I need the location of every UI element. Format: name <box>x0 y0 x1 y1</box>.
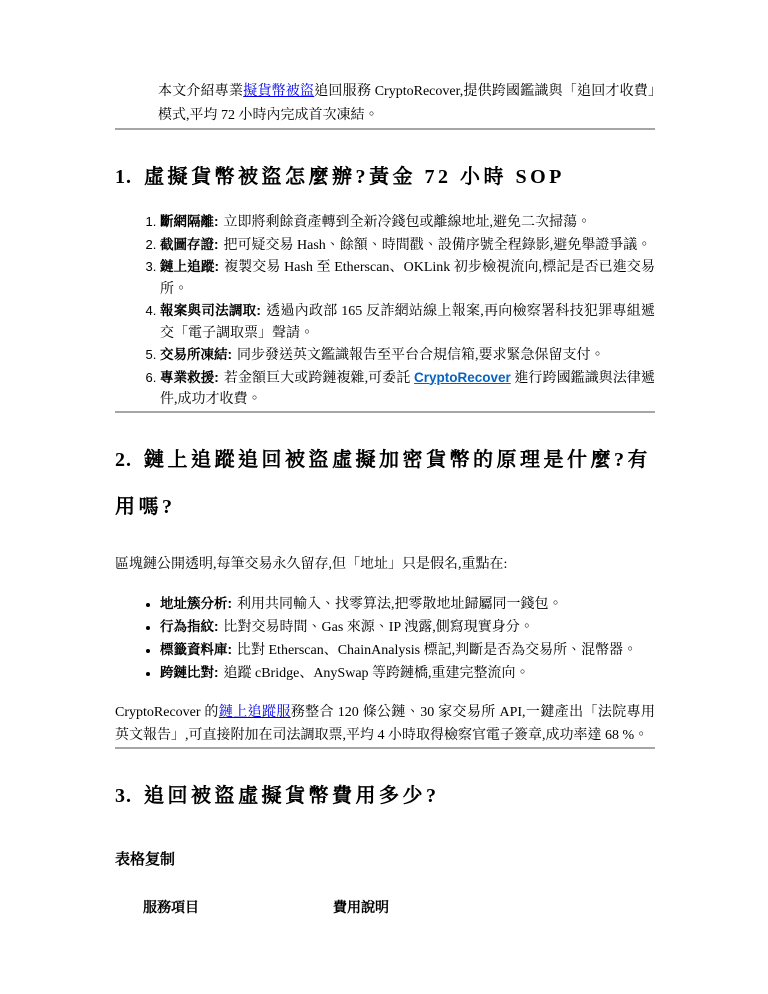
closing-text-post: 務整合 120 條公鏈、30 家交易所 API,一鍵產出「法院專用英文報告」,可直接附加在司法調取票,平均 4 小時取得檢察官電子簽章,成功率達 68 %。 <box>115 704 656 743</box>
sop-item-3-label: 鏈上追蹤: <box>160 259 219 274</box>
principle-item-3 <box>160 639 655 662</box>
pricing-table <box>133 897 633 917</box>
principle-item-1 <box>160 593 655 616</box>
sop-item-4 <box>160 300 655 344</box>
principle-item-2-text: 比對交易時間、Gas 來源、IP 洩露,側寫現實身分。 <box>223 619 534 635</box>
intro-text-post: 追回服務 CryptoRecover,提供跨國鑑識與「追回才收費」模式,平均 72 小時內完成首次凍結。 <box>158 84 655 123</box>
section-2-heading <box>115 437 655 531</box>
section-1-heading <box>115 154 655 201</box>
principle-item-1-label: 地址簇分析: <box>160 595 232 611</box>
closing-text-pre: CryptoRecover 的 <box>115 704 219 720</box>
section-2-closing-paragraph <box>115 701 655 747</box>
sop-item-1-text: 立即將剩餘資產轉到全新冷錢包或離線地址,避免二次掃蕩。 <box>223 215 591 230</box>
section-1-title: 虛擬貨幣被盜怎麼辦?黃金 72 小時 SOP <box>144 166 565 188</box>
sop-item-5-text: 同步發送英文鑑識報告至平台合規信箱,要求緊急保留支付。 <box>237 348 605 363</box>
sop-item-5 <box>160 344 655 367</box>
pricing-table-header-row <box>133 897 633 917</box>
section-divider <box>115 411 655 413</box>
intro-paragraph <box>158 80 655 128</box>
section-1-number: 1. <box>115 166 132 188</box>
principle-item-4-label: 跨鏈比對: <box>160 664 219 680</box>
sop-item-1-label: 斷網隔離: <box>160 214 219 229</box>
sop-list <box>115 211 655 411</box>
section-2-lead-paragraph: 區塊鏈公開透明,每筆交易永久留存,但「地址」只是假名,重點在: <box>115 556 508 572</box>
stolen-crypto-link[interactable]: 擬貨幣被盜 <box>243 84 315 99</box>
section-2-title: 鏈上追蹤追回被盜虛擬加密貨幣的原理是什麼?有用嗎? <box>115 448 651 518</box>
principle-item-1-text: 利用共同輸入、找零算法,把零散地址歸屬同一錢包。 <box>237 596 563 612</box>
intro-text-pre: 本文介紹專業 <box>158 84 244 99</box>
section-2-number: 2. <box>115 448 132 471</box>
cryptorecover-link[interactable]: CryptoRecover <box>413 369 511 385</box>
principle-item-4-text: 追蹤 cBridge、AnySwap 等跨鏈橋,重建完整流向。 <box>223 665 530 681</box>
principle-item-2-label: 行為指紋: <box>160 618 219 634</box>
sop-item-4-label: 報案與司法調取: <box>160 303 261 318</box>
section-divider <box>115 128 655 130</box>
document-page <box>115 0 655 917</box>
sop-item-6-text-pre: 若金額巨大或跨鏈複雜,可委託 <box>223 370 411 386</box>
section-divider <box>115 747 655 749</box>
section-3-title: 追回被盜虛擬貨幣費用多少? <box>144 784 440 807</box>
section-3-number: 3. <box>115 784 132 807</box>
sop-item-6-text-post: 進行跨國鑑識與法律遞件,成功才收費。 <box>160 370 656 407</box>
principle-item-3-text: 比對 Etherscan、ChainAnalysis 標記,判斷是否為交易所、混幣器。 <box>237 642 638 658</box>
sop-item-5-label: 交易所凍結: <box>160 347 232 362</box>
sop-item-4-text: 透過內政部 165 反詐網站線上報案,再向檢察署科技犯罪專組遞交「電子調取票」聲請。 <box>160 304 656 341</box>
section-3-heading <box>115 773 655 820</box>
sop-item-2-text: 把可疑交易 Hash、餘額、時間戳、設備序號全程錄影,避免舉證爭議。 <box>223 237 652 253</box>
sop-item-6 <box>160 367 655 411</box>
principle-list <box>115 593 655 685</box>
table-copy-label: 表格复制 <box>115 850 176 868</box>
principle-item-3-label: 標籤資料庫: <box>160 641 232 657</box>
onchain-tracking-link[interactable]: 鏈上追蹤服 <box>218 704 291 720</box>
column-header-fee: 費用說明 <box>333 898 389 915</box>
sop-item-2 <box>160 234 655 257</box>
sop-item-3-text: 複製交易 Hash 至 Etherscan、OKLink 初步檢視流向,標記是否已進交易所。 <box>160 260 655 297</box>
sop-item-3 <box>160 256 655 300</box>
principle-item-4 <box>160 662 655 685</box>
principle-item-2 <box>160 616 655 639</box>
sop-item-6-label: 專業救援: <box>160 369 219 385</box>
column-header-service: 服務項目 <box>143 898 199 915</box>
sop-item-1 <box>160 211 655 234</box>
sop-item-2-label: 截圖存證: <box>160 236 219 252</box>
